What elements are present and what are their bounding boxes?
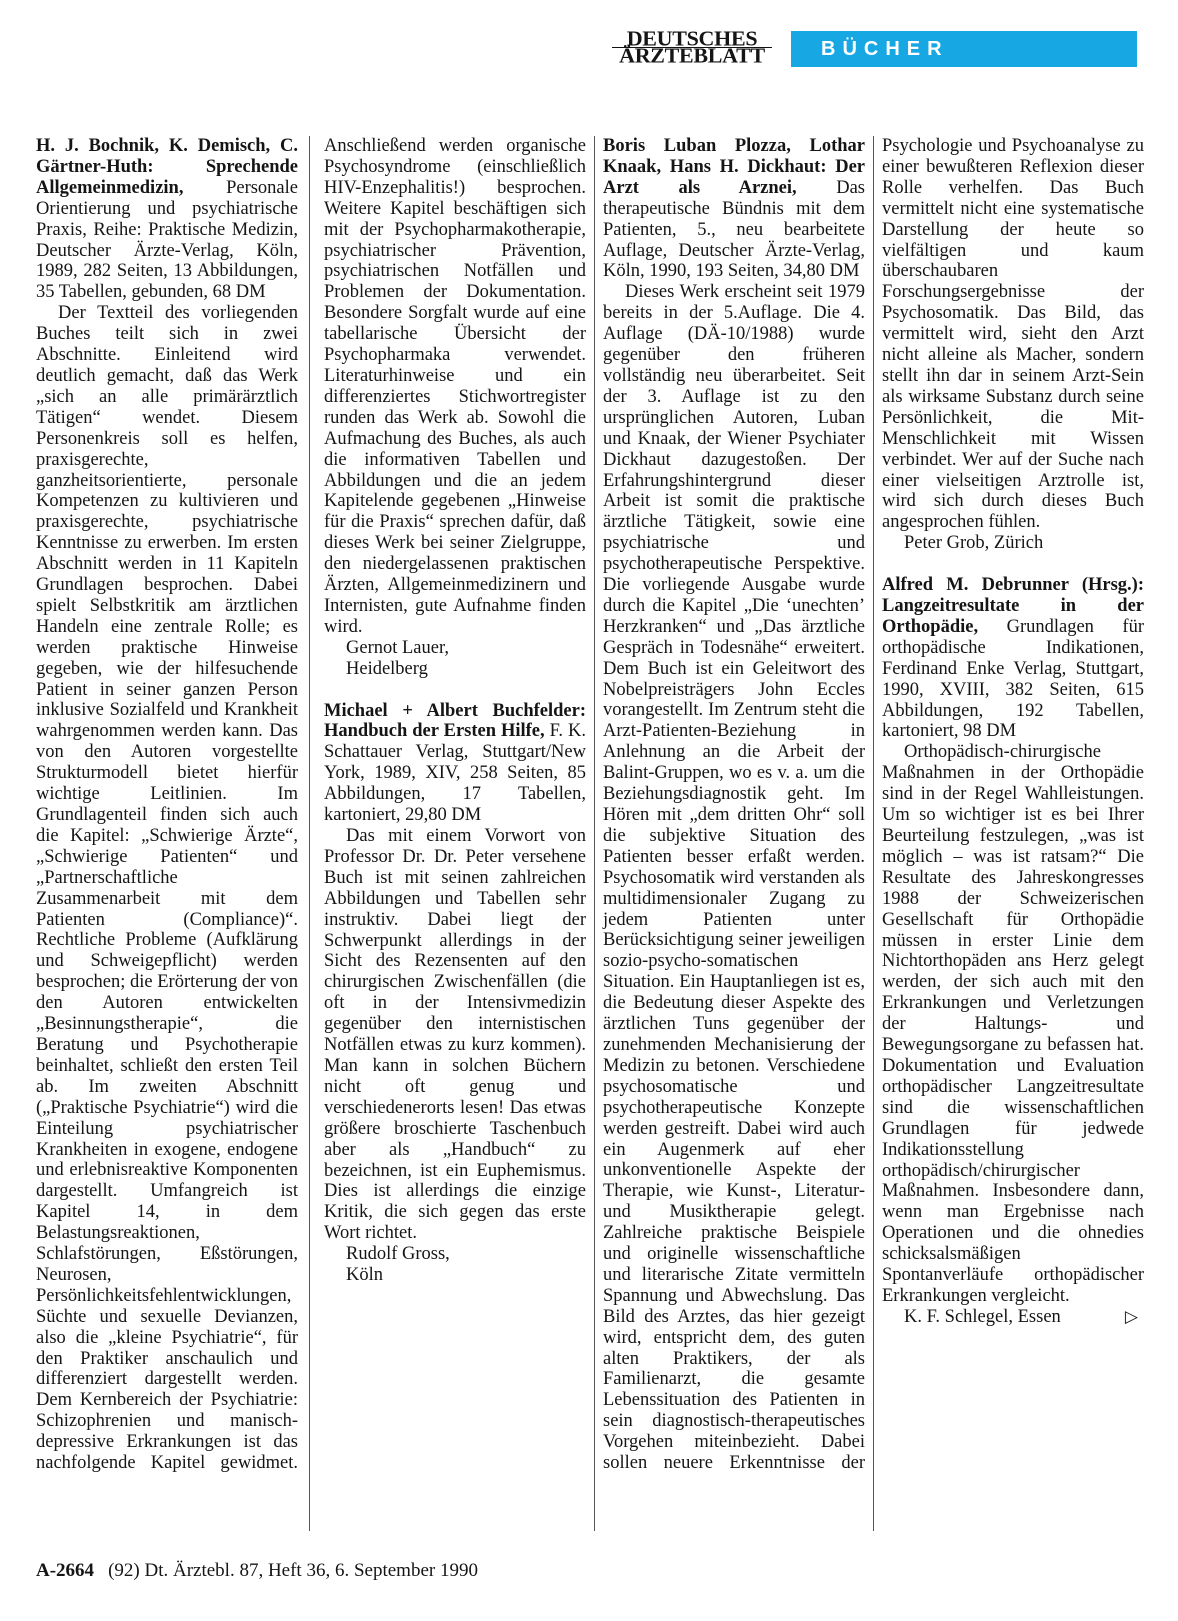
review-buchfelder — [324, 701, 586, 1286]
column-divider — [594, 136, 595, 1531]
review-citation — [36, 136, 298, 303]
section-band — [791, 31, 1137, 67]
reviewer-signature: Peter Grob, Zürich — [904, 533, 1044, 554]
masthead-line-1: DEUTSCHES — [626, 26, 758, 51]
reviewer-signature — [882, 1307, 1144, 1328]
review-debrunner — [882, 575, 1144, 1328]
review-heading: Boris Luban Plozza, Lothar Knaak, Hans H. Dickhaut: Der Arzt als Arznei, — [603, 136, 865, 198]
reviewer-place: Heidelberg — [346, 658, 428, 679]
review-citation — [324, 701, 586, 826]
review-luban-plozza — [603, 136, 1144, 1481]
review-heading: Alfred M. Debrunner (Hrsg.): Langzeitresultate in der Orthopädie, — [882, 575, 1144, 637]
reviewer-place: Köln — [346, 1265, 383, 1286]
page-footer — [36, 1560, 478, 1582]
continue-arrow-icon: ▷ — [1124, 1306, 1138, 1327]
reviewer-text: K. F. Schlegel, Essen — [904, 1306, 1061, 1327]
review-details: F. K. Schattauer Verlag, Stuttgart/New York, 1989, XIV, 258 Seiten, 85 Abbildungen, 17 Tabellen, kartoniert, 29,80 DM — [324, 721, 587, 826]
review-heading: H. J. Bochnik, K. Demisch, C. Gärtner-Huth: Sprechende Allgemeinmedizin, — [36, 136, 298, 198]
masthead-logo — [612, 26, 772, 68]
journal-citation: (92) Dt. Ärztebl. 87, Heft 36, 6. September 1990 — [108, 1560, 478, 1581]
review-body: Dieses Werk erscheint seit 1979 bereits in der 5.Auflage. Die 4. Auflage (DÄ-10/1988) wurde gegenüber den früheren vollständig neu überarbeitet. Seit der 3. Auflage ist zu den ursprünglichen Autoren, Luban und Knaak, der Wiener Psychiater Dickhaut dazugestoßen. Der Erfahrungshintergrund dieser Arbeit ist somit die praktische ärztliche Tätigkeit, sowie eine psychiatrische und psychotherapeutische Perspektive. Die vorliegende Ausgabe wurde durch die Kapitel „Die ‘unechten’ Herzkranken“ und „Das ärztliche Gespräch in Todesnähe“ erweitert. Dem Buch ist ein Geleitwort des Nobelpreisträgers John Eccles vorangestellt. Im Zentrum steht die Arzt-Patienten-Beziehung in Anlehnung an die Arbeit der Balint-Gruppen, wo es v. a. um die Beziehungsdiagnostik geht. Im Hören mit „dem dritten Ohr“ soll die subjektive Situation des Patienten besser erfaßt werden. Psychosomatik wird verstanden als multidimensionaler Zugang zu jedem Patienten unter Berücksichtigung seiner jeweiligen sozio-psycho-somatischen Situation. Ein Hauptanliegen ist es, die Bedeutung dieser Aspekte des ärztlichen Tuns gegenüber der zunehmenden Mechanisierung der Medizin zu betonen. Verschiedene psychosomatische und psychotherapeutische Konzepte werden gestreift. Dabei wird auch ein Augenmerk auf eher unkonventionelle Aspekte der Therapie, wie Kunst-, Literatur- und Musiktherapie gelegt. Zahlreiche praktische Beispiele und originelle wissenschaftliche und literarische Zitate vermitteln Spannung und Abwechslung. Das Bild des Arztes, das hier gezeigt wird, entspricht dem, des guten alten Praktikers, der als Familienarzt, die gesamte Lebenssituation des Patienten in sein diagnostisch-therapeutisches Vorgehen miteinbezieht. Dabei sollen neuere Erkenntnisse der Psychologie und Psychoanalyse zu einer bewußteren Reflexion dieser Rolle verhelfen. Das Buch vermittelt nicht eine systematische Darstellung der heute so vielfältigen und kaum überschaubaren Forschungsergebnisse der Psychosomatik. Das Bild, das vermittelt wird, sieht den Arzt nicht alleine als Macher, sondern stellt ihn dar in seinem Arzt-Sein als wirksame Substanz durch seine Persönlichkeit, die Mit-Menschlichkeit mit Wissen verbindet. Wer auf der Suche nach einer vielseitigen Arztrolle ist, wird sich durch dieses Buch angesprochen fühlen. — [603, 136, 1144, 1474]
review-details: Grundlagen für orthopädische Indikationen, Ferdinand Enke Verlag, Stuttgart, 1990, XVIII, 382 Seiten, 615 Abbildungen, 192 Tabellen, kartoniert, 98 DM — [882, 616, 1144, 742]
masthead-line-2: ÄRZTEBLATT — [619, 43, 765, 68]
page-number: A-2664 — [36, 1560, 95, 1581]
review-details: Personale Orientierung und psychiatrische Praxis, Reihe: Praktische Medizin, Deutscher Ärzte-Verlag, Köln, 1989, 282 Seiten, 13 Abbildungen, 35 Tabellen, gebunden, 68 DM — [36, 177, 298, 303]
review-bochnik — [36, 136, 586, 1481]
masthead-rule — [612, 47, 772, 48]
reviewer-name: Rudolf Gross, — [346, 1244, 450, 1265]
review-citation — [603, 136, 865, 282]
review-body: Das mit einem Vorwort von Professor Dr. Dr. Peter versehene Buch ist mit seinen zahlreichen Abbildungen und Tabellen sehr instruktiv. Dabei liegt der Schwerpunkt allerdings in der Sicht des Rezensenten auf den chirurgischen Zwischenfällen (die oft in der Intensivmedizin gegenüber den internistischen Notfällen etwas zu kurz kommen). Man kann in solchen Büchern nicht oft genug und verschiedenerorts lesen! Das etwas größere broschierte Taschenbuch aber als „Handbuch“ zu bezeichnen, ist ein Euphemismus. Dies ist allerdings die einzige Kritik, die sich gegen das erste Wort richtet. — [324, 826, 586, 1244]
review-heading: Michael + Albert Buchfelder: Handbuch der Ersten Hilfe, — [324, 700, 586, 742]
section-title: BÜCHER — [821, 38, 949, 60]
reviewer-name: Gernot Lauer, — [346, 637, 450, 658]
review-citation — [882, 575, 1144, 742]
review-body: Der Textteil des vorliegenden Buches teilt sich in zwei Abschnitte. Einleitend wird deutlich gemacht, daß das Werk „sich an alle primärärztlich Tätigen“ wendet. Diesem Personenkreis soll es helfen, praxisgerechte, ganzheitsorientierte, personale Kompetenzen zu kultivieren und praxisgerechte, psychiatrische Kenntnisse zu erwerben. Im ersten Abschnitt werden in 11 Kapiteln Grundlagen besprochen. Dabei spielt Selbstkritik am ärztlichen Handeln eine zentrale Rolle; es werden praktische Hinweise gegeben, wie der hilfesuchende Patient in seiner ganzen Person inklusive Sozialfeld und Krankheit wahrgenommen werden kann. Das von den Autoren vorgestellte Strukturmodell bietet hierfür wichtige Leitlinien. Im Grundlagenteil finden sich auch die Kapitel: „Schwierige Ärzte“, „Schwierige Patienten“ und „Partnerschaftliche Zusammenarbeit mit dem Patienten (Compliance)“. Rechtliche Probleme (Aufklärung und Schweigepflicht) werden besprochen; die Erörterung der von den Autoren entwickelten „Besinnungstherapie“, die Beratung und Psychotherapie beinhaltet, schließt den ersten Teil ab. Im zweiten Abschnitt („Praktische Psychiatrie“) wird die Einteilung psychiatrischer Krankheiten in exogene, endogene und erlebnisreaktive Komponenten dargestellt. Umfangreich ist Kapitel 14, in dem Belastungsreaktionen, Schlafstörungen, Eßstörungen, Neurosen, Persönlichkeitsfehlentwicklungen, Süchte und sexuelle Devianzen, also die „kleine Psychiatrie“, für den Praktiker anschaulich und differenziert dargestellt werden. Dem Kernbereich der Psychiatrie: Schizophrenien und manisch-depressive Erkrankungen ist das nachfolgende Kapitel gewidmet. Anschließend werden organische Psychosyndrome (einschließlich HIV-Enzephalitis!) besprochen. Weitere Kapitel beschäftigen sich mit der Psychopharmakotherapie, psychiatrischer Prävention, psychiatrischen Notfällen und Problemen der Dokumentation. Besondere Sorgfalt wurde auf eine tabellarische Übersicht der Psychopharmaka verwendet. Literaturhinweise und ein differenziertes Stichwortregister runden das Werk ab. Sowohl die Aufmachung des Buches, als auch die informativen Tabellen und Abbildungen und die an jedem Kapitelende gegebenen „Hinweise für die Praxis“ sprechen dafür, daß dieses Werk bei seiner Zielgruppe, den niedergelassenen praktischen Ärzten, Allgemeinmedizinern und Internisten, gute Aufnahme finden wird. — [36, 136, 586, 1474]
review-details: Das therapeutische Bündnis mit dem Patienten, 5., neu bearbeitete Auflage, Deutscher Ärzte-Verlag, Köln, 1990, 193 Seiten, 34,80 DM — [603, 177, 865, 282]
review-body: Orthopädisch-chirurgische Maßnahmen in der Orthopädie sind in der Regel Wahlleistungen. Um so wichtiger ist es bei Ihrer Beurteilung festzulegen, „was ist möglich – was ist ratsam?“ Die Resultate des Jahreskongresses 1988 der Schweizerischen Gesellschaft für Orthopädie müssen in erster Linie dem Nichtorthopäden ans Herz gelegt werden, der sich auch mit den Erkrankungen und Verletzungen der Haltungs- und Bewegungsorgane zu befassen hat. Dokumentation und Evaluation orthopädischer Langzeitresultate sind die wissenschaftlichen Grundlagen für jedwede Indikationsstellung orthopädisch/chirurgischer Maßnahmen. Insbesondere dann, wenn man Ergebnisse nach Operationen und die ohnedies schicksalsmäßigen Spontanverläufe orthopädischer Erkrankungen vergleicht. — [882, 742, 1144, 1306]
